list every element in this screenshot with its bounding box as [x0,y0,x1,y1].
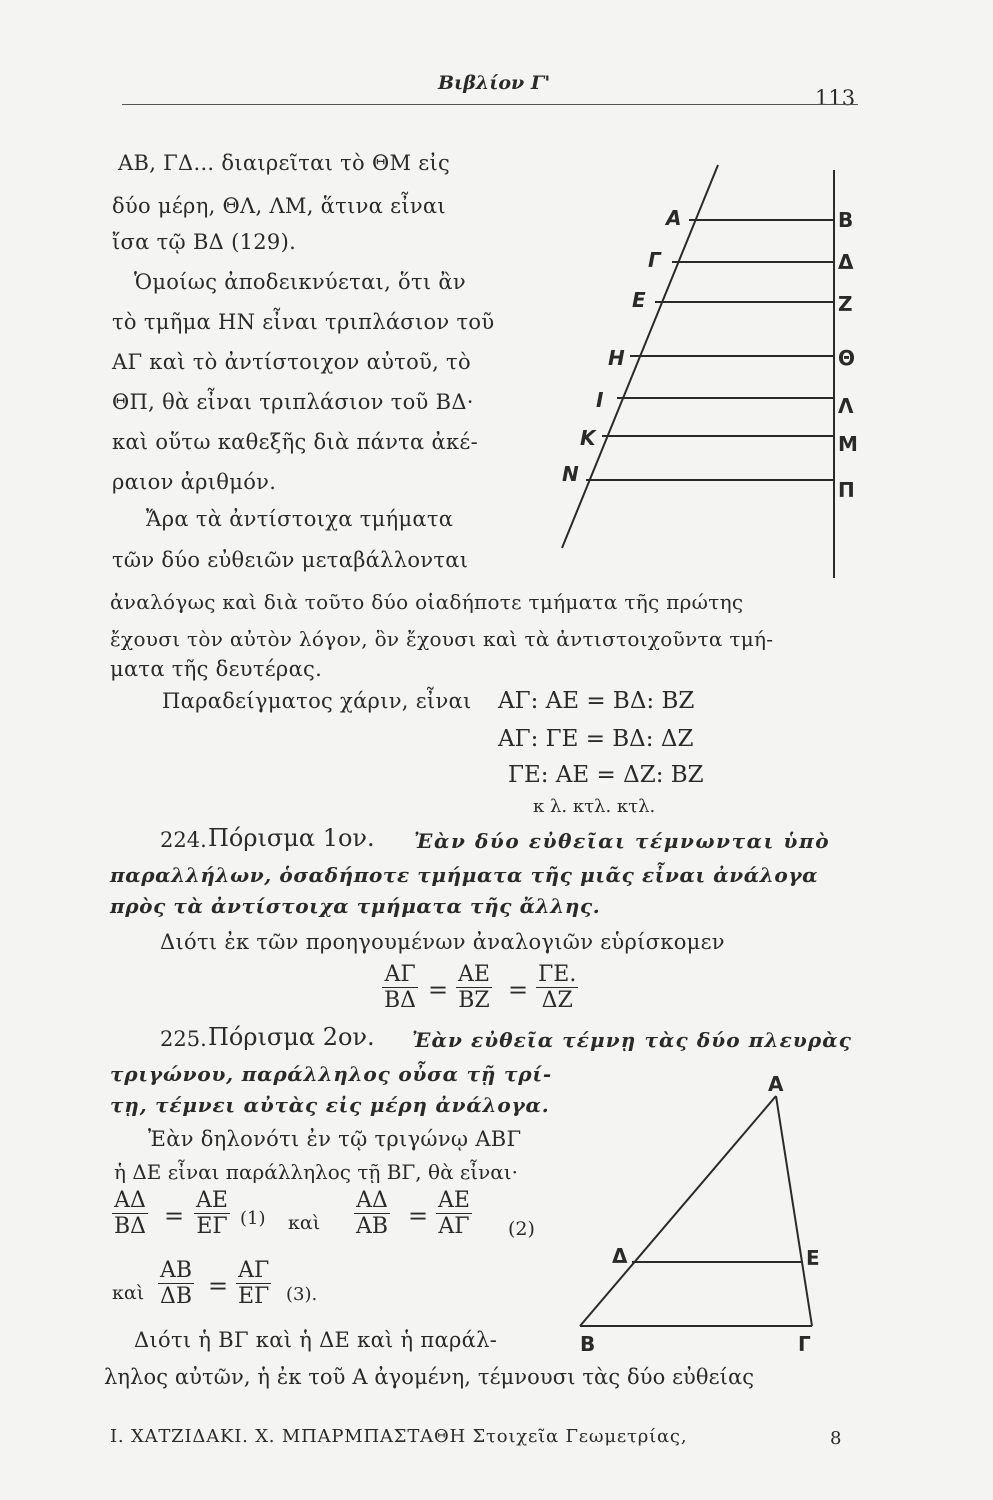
example-intro: Παραδείγματος χάριν, εἶναι [162,689,472,713]
label-h: Η [608,346,625,370]
equals-sign: = [508,976,529,1004]
p1-line-1: ΑΒ, ΓΔ... διαιρεῖται τὸ ΘΜ εἰς [118,151,451,175]
section-224-title: Πόρισμα 1ον. [208,824,375,852]
triangle-label-d: Δ [612,1244,628,1268]
label-k: Κ [580,426,596,450]
fraction-numerator: ΑΕ [438,1188,470,1213]
example-line-4: κ λ. κτλ. κτλ. [533,796,656,817]
equals-sign: = [408,1202,429,1230]
fraction-numerator: ΑΕ [196,1188,228,1213]
p3-line-1: Ἄρα τὰ ἀντίστοιχα τμήματα [146,507,454,531]
p1-line-2: δύο μέρη, ΘΛ, ΛΜ, ἅτινα εἶναι [112,194,446,218]
section-224-statement-1: Ἐὰν δύο εὐθεῖαι τέμνωνται ὑπὸ [414,829,831,853]
p3-line-4: ἔχουσι τὸν αὐτὸν λόγον, ὃν ἔχουσι καὶ τὰ ἀντιστοιχοῦντα τμή- [110,627,774,651]
label-z: Ζ [838,292,853,316]
footer-text: Ι. ΧΑΤΖΙΔΑΚΙ. Χ. ΜΠΑΡΜΠΑΣΤΑΘΗ Στοιχεῖα Γεωμετρίας, [110,1426,688,1447]
section-224-statement-3: πρὸς τὰ ἀντίστοιχα τμήματα τῆς ἄλλης. [110,894,601,918]
p2-line-3: ΑΓ καὶ τὸ ἀντίστοιχον αὐτοῦ, τὸ [112,350,471,374]
label-m: Μ [838,432,858,456]
p3-line-5: ματα τῆς δευτέρας. [110,657,323,681]
label-l: Λ [838,394,854,418]
fraction-numerator: ΓΕ. [538,962,577,987]
section-225-statement-1: Ἐὰν εὐθεῖα τέμνῃ τὰς δύο πλευρὰς [412,1028,853,1052]
p3-line-3: ἀναλόγως καὶ διὰ τοῦτο δύο οἱαδήποτε τμήματα τῆς πρώτης [110,590,744,614]
section-225-statement-2: τριγώνου, παράλληλος οὖσα τῇ τρί- [110,1062,552,1086]
label-a: Α [666,206,682,230]
fraction-numerator: ΑΓ [384,962,416,987]
fraction-denominator: ΔΖ [536,987,578,1013]
example-line-3: ΓΕ: ΑΕ = ΔΖ: ΒΖ [508,762,704,788]
label-i: Ι [596,388,604,412]
side-ab [580,1096,776,1326]
formula-tag-2: (2) [508,1218,535,1240]
section-225-text-1: Ἐὰν δηλονότι ἐν τῷ τριγώνῳ ΑΒΓ [148,1127,522,1151]
closing-line-2: ληλος αὐτῶν, ἡ ἐκ τοῦ Α ἀγομένη, τέμνουσι τὰς δύο εὐθείας [104,1365,755,1389]
triangle-label-e: Ε [806,1246,820,1270]
p2-line-6: ραιον ἀριθμόν. [112,470,277,494]
section-224-statement-2: παραλλήλων, ὁσαδήποτε τμήματα τῆς μιᾶς εἶναι ἀνάλογα [110,863,819,887]
p2-line-5: καὶ οὕτω καθεξῆς διὰ πάντα ἀκέ- [112,430,478,454]
label-g: Γ [648,248,661,272]
formula-tag-3: (3). [286,1284,318,1305]
fraction-denominator: ΕΓ [194,1213,230,1239]
label-n: Ν [562,462,579,486]
section-225-title: Πόρισμα 2ον. [208,1023,375,1051]
label-b: Β [838,208,854,232]
p2-line-4: ΘΠ, θὰ εἶναι τριπλάσιον τοῦ ΒΔ· [112,390,474,414]
closing-line-1: Διότι ἡ ΒΓ καὶ ἡ ΔΕ καὶ ἡ παράλ- [134,1328,498,1352]
label-th: Θ [838,346,856,370]
section-224-number: 224. [160,828,207,852]
fraction-numerator: ΑΒ [160,1258,193,1283]
fraction-denominator: ΒΔ [114,1214,147,1239]
label-p: Π [838,478,855,502]
section-224-proof: Διότι ἐκ τῶν προηγουμένων ἀναλογιῶν εὑρίσκομεν [160,930,725,954]
footer-signature: 8 [830,1428,842,1449]
fraction-denominator: ΒΔ [384,988,417,1013]
equals-sign: = [208,1272,229,1300]
running-title: Βιβλίον Γ' [438,72,551,94]
page-number: 113 [815,86,856,110]
section-225-number: 225. [160,1027,207,1051]
formula-tag-1: (1) [240,1208,266,1229]
label-d: Δ [838,250,854,274]
triangle-label-g: Γ [798,1332,811,1356]
fraction-denominator: ΔΒ [160,1284,193,1309]
figure-triangle [580,1096,812,1326]
triangle-label-b: Β [580,1332,596,1356]
p2-line-2: τὸ τμῆμα ΗΝ εἶναι τριπλάσιον τοῦ [112,310,495,334]
conjunction-kai: καὶ [288,1212,321,1234]
section-225-text-2: ἡ ΔΕ εἶναι παράλληλος τῇ ΒΓ, θὰ εἶναι· [114,1160,518,1184]
side-ag [776,1096,812,1326]
example-line-1: ΑΓ: ΑΕ = ΒΔ: ΒΖ [498,688,695,714]
fraction-numerator: ΑΔ [356,1188,388,1213]
p1-line-3: ἴσα τῷ ΒΔ (129). [112,230,297,254]
fraction-numerator: ΑΕ [458,962,490,987]
equals-sign: = [428,976,449,1004]
p2-line-1: Ὁμοίως ἀποδεικνύεται, ὅτι ἂν [134,270,466,294]
fraction-numerator: ΑΓ [238,1258,270,1283]
conjunction-kai-2: καὶ [112,1282,145,1304]
label-e: Ε [632,288,646,312]
fraction-denominator: ΑΒ [356,1214,389,1239]
example-line-2: ΑΓ: ΓΕ = ΒΔ: ΔΖ [498,726,694,752]
fraction-numerator: ΑΔ [114,1188,146,1213]
fraction-denominator: ΕΓ [238,1284,270,1309]
triangle-label-a: Α [768,1072,784,1096]
fraction-denominator: ΑΓ [436,1213,472,1239]
equals-sign: = [164,1202,185,1230]
p3-line-2: τῶν δύο εὐθειῶν μεταβάλλονται [112,548,469,572]
fraction-denominator: ΒΖ [456,987,492,1013]
section-225-statement-3: τῃ, τέμνει αὐτὰς εἰς μέρη ἀνάλογα. [110,1093,550,1117]
